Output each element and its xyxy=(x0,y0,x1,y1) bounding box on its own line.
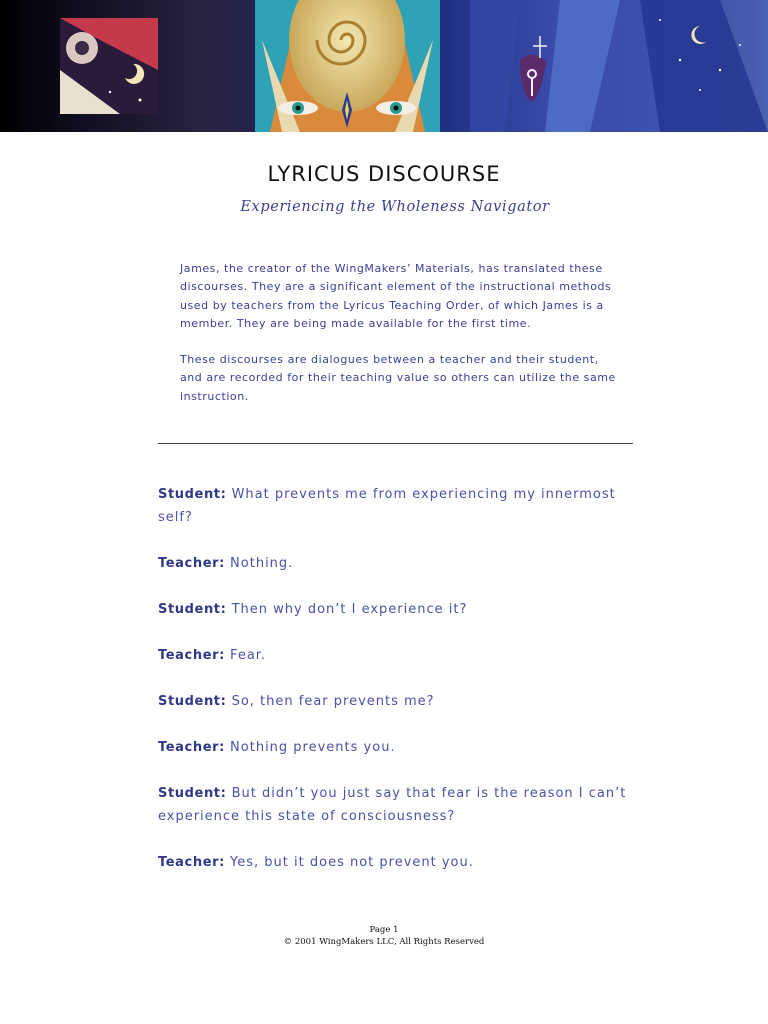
speaker-label: Student: xyxy=(158,786,227,801)
intro-section xyxy=(180,260,620,424)
speaker-label: Teacher: xyxy=(158,740,225,755)
dialogue-line xyxy=(158,552,636,575)
dialogue-line xyxy=(158,690,636,713)
speaker-label: Teacher: xyxy=(158,855,225,870)
section-divider xyxy=(158,443,633,444)
page-number: Page 1 xyxy=(369,925,399,935)
dialogue-line xyxy=(158,851,636,874)
speaker-label: Teacher: xyxy=(158,556,225,571)
dialogue-text: But didn’t you just say that fear is the reason I can’t experience this state of consciousness? xyxy=(158,786,627,824)
dialogue-line xyxy=(158,736,636,759)
header-banner-image xyxy=(0,0,768,132)
intro-paragraph: James, the creator of the WingMakers’ Materials, has translated these discourses. They are a significant element of the instructional methods used by teachers from the Lyricus Teaching Order, of which James is a member. They are being made available for the first time. xyxy=(180,262,612,330)
dialogue-line xyxy=(158,598,636,621)
dialogue-text: Nothing prevents you. xyxy=(224,740,396,755)
intro-paragraph: These discourses are dialogues between a teacher and their student, and are recorded for their teaching value so others can utilize the same instruction. xyxy=(180,353,616,403)
page-subtitle: Experiencing the Wholeness Navigator xyxy=(240,199,550,215)
dialogue-section xyxy=(158,483,636,897)
dialogue-line xyxy=(158,782,636,828)
dialogue-text: Fear. xyxy=(224,648,267,663)
dialogue-text: Then why don’t I experience it? xyxy=(226,602,468,617)
dialogue-line xyxy=(158,483,636,529)
banner-artwork xyxy=(0,0,768,132)
speaker-label: Student: xyxy=(158,694,227,709)
dialogue-line xyxy=(158,644,636,667)
speaker-label: Teacher: xyxy=(158,648,225,663)
speaker-label: Student: xyxy=(158,487,227,502)
dialogue-text: Nothing. xyxy=(224,556,294,571)
dialogue-text: Yes, but it does not prevent you. xyxy=(224,855,474,870)
dialogue-text: So, then fear prevents me? xyxy=(226,694,435,709)
speaker-label: Student: xyxy=(158,602,227,617)
dialogue-text: What prevents me from experiencing my innermost self? xyxy=(158,487,616,525)
copyright-notice: © 2001 WingMakers LLC, All Rights Reserved xyxy=(283,937,485,947)
page-footer xyxy=(0,924,768,948)
page-title: LYRICUS DISCOURSE xyxy=(267,162,501,186)
